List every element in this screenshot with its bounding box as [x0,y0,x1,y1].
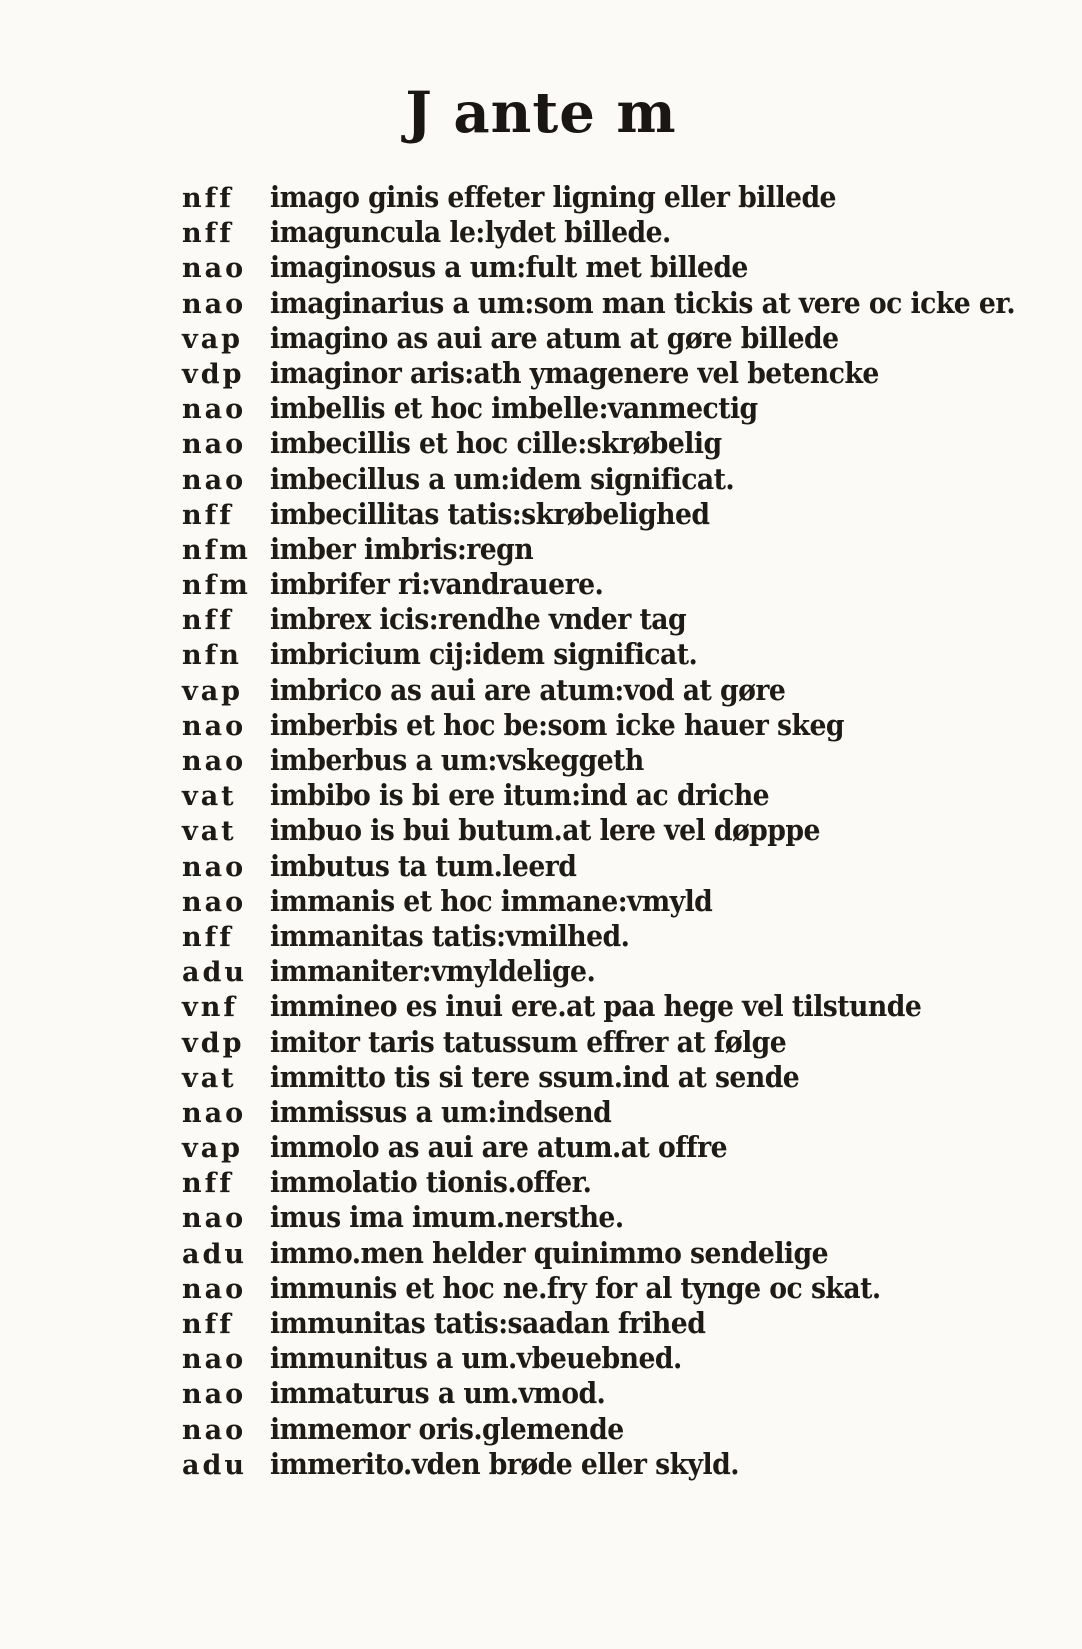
entry-definition: imbrex icis:rendhe vnder tag [270,602,687,637]
dictionary-entry [182,567,942,602]
entry-definition: imagino as aui are atum at gøre billede [270,320,839,355]
entry-definition: imbricium cij:idem significat. [270,637,698,672]
dictionary-entry [182,356,942,391]
entry-definition: imberbus a um:vskeggeth [270,743,644,777]
entry-grammar-code: nff [182,499,234,531]
entry-grammar-code: nfm [182,570,251,602]
entry-definition: imaginosus a um:fult met billede [270,250,748,285]
entry-definition: immitto tis si tere ssum.ind at sende [270,1059,800,1094]
entry-definition: imbecillis et hoc cille:skrøbelig [270,426,722,461]
dictionary-entry [182,250,942,285]
entry-grammar-code: vap [182,1133,244,1165]
dictionary-entry [182,462,942,497]
entry-grammar-code: nao [182,886,247,918]
dictionary-entry [182,497,942,532]
entry-definition: imbecillus a um:idem significat. [270,461,735,496]
dictionary-entry [182,285,1016,321]
entry-grammar-code: nao [182,1203,247,1235]
entry-grammar-code: vat [182,1062,237,1094]
entry-grammar-code: vat [182,816,237,848]
entry-grammar-code: nao [182,394,247,426]
dictionary-entry [182,954,942,989]
dictionary-entry [182,1060,942,1095]
entry-definition: imaginor aris:ath ymagenere vel betencke [270,355,879,390]
entry-definition: imbuo is bui butum.at lere vel døpppe [270,813,820,848]
entry-definition: imbutus ta tum.leerd [270,848,577,883]
dictionary-entry [182,1412,942,1447]
dictionary-entry [182,532,942,567]
dictionary-entry [182,426,942,461]
entry-definition: immanitas tatis:vmilhed. [270,918,630,953]
dictionary-entry [182,1165,942,1200]
entry-list [182,180,1016,1482]
entry-grammar-code: nao [182,1344,247,1376]
entry-definition: imaguncula le:lydet billede. [270,215,671,250]
entry-grammar-code: nfn [182,640,242,672]
entry-grammar-code: nao [182,1379,247,1411]
entry-grammar-code: vnf [182,992,238,1024]
entry-grammar-code: nao [182,710,247,742]
entry-definition: imber imbris:regn [270,531,534,566]
entry-definition: imbecillitas tatis:skrøbelighed [270,496,710,531]
dictionary-entry [182,778,942,813]
entry-grammar-code: nff [182,218,234,250]
entry-grammar-code: adu [182,1449,248,1481]
entry-definition: immo.men helder quinimmo sendelige [270,1235,829,1270]
dictionary-entry [182,919,942,954]
entry-grammar-code: nff [182,183,234,214]
entry-definition: immineo es inui ere.at paa hege vel tilstunde [270,989,922,1024]
dictionary-entry [182,1200,942,1235]
dictionary-entry [182,321,942,356]
entry-definition: imus ima imum.nersthe. [270,1200,624,1235]
entry-grammar-code: adu [182,957,248,989]
dictionary-entry [182,1271,942,1306]
entry-grammar-code: nao [182,746,247,777]
entry-definition: imaginarius a um:som man tickis at vere oc icke er. [270,285,1016,320]
dictionary-entry [182,673,942,708]
dictionary-entry [182,1376,942,1411]
dictionary-entry [182,884,942,919]
dictionary-entry [182,849,942,884]
entry-grammar-code: vdp [182,358,245,390]
entry-grammar-code: nao [182,429,247,461]
entry-grammar-code: vap [182,675,244,707]
entry-grammar-code: nff [182,605,234,637]
dictionary-entry [182,1341,942,1376]
entry-grammar-code: adu [182,1238,248,1270]
entry-definition: immunitus a um.vbeuebned. [270,1341,682,1376]
dictionary-entry [182,1130,942,1165]
dictionary-entry [182,1306,942,1341]
entry-definition: imbellis et hoc imbelle:vanmectig [270,391,758,426]
entry-definition: imbibo is bi ere itum:ind ac driche [270,778,770,813]
dictionary-entry [182,180,942,215]
entry-grammar-code: nao [182,1414,247,1446]
dictionary-entry [182,391,942,426]
entry-grammar-code: nff [182,1309,234,1340]
entry-grammar-code: nao [182,1097,247,1129]
entry-definition: imbrico as aui are atum:vod at gøre [270,672,786,707]
dictionary-entry [182,215,942,250]
dictionary-entry [182,1236,942,1271]
entry-definition: immolo as aui are atum.at offre [270,1130,728,1165]
entry-definition: immaturus a um.vmod. [270,1376,606,1411]
entry-definition: imago ginis effeter ligning eller billede [270,180,836,214]
entry-grammar-code: nao [182,851,247,883]
entry-definition: imitor taris tatussum effrer at følge [270,1024,787,1059]
entry-definition: imbrifer ri:vandrauere. [270,567,604,602]
entry-definition: immunis et hoc ne.fry for al tynge oc skat. [270,1270,881,1305]
dictionary-entry [182,1095,942,1130]
dictionary-entry [182,1025,942,1060]
entry-grammar-code: nfm [182,534,251,566]
entry-definition: immerito.vden brøde eller skyld. [270,1446,739,1481]
dictionary-entry [182,743,942,778]
dictionary-entry [182,708,942,743]
entry-grammar-code: nao [182,1273,247,1305]
entry-grammar-code: nff [182,1168,234,1200]
entry-definition: immunitas tatis:saadan frihed [270,1306,706,1340]
entry-grammar-code: vap [182,323,244,355]
entry-definition: immemor oris.glemende [270,1411,624,1446]
dictionary-entry [182,813,942,848]
dictionary-entry [182,989,942,1024]
entry-definition: immanis et hoc immane:vmyld [270,883,713,918]
dictionary-entry [182,637,942,672]
entry-grammar-code: vdp [182,1027,245,1059]
entry-grammar-code: nao [182,288,247,320]
dictionary-entry [182,1447,942,1482]
entry-definition: immissus a um:indsend [270,1094,612,1129]
entry-grammar-code: vat [182,781,237,813]
entry-grammar-code: nao [182,464,247,496]
entry-definition: imberbis et hoc be:som icke hauer skeg [270,707,844,742]
dictionary-entry [182,602,942,637]
entry-grammar-code: nao [182,253,247,285]
page-header: J ante m [405,80,677,146]
entry-grammar-code: nff [182,921,234,953]
entry-definition: immolatio tionis.offer. [270,1165,592,1200]
entry-definition: immaniter:vmyldelige. [270,954,596,989]
